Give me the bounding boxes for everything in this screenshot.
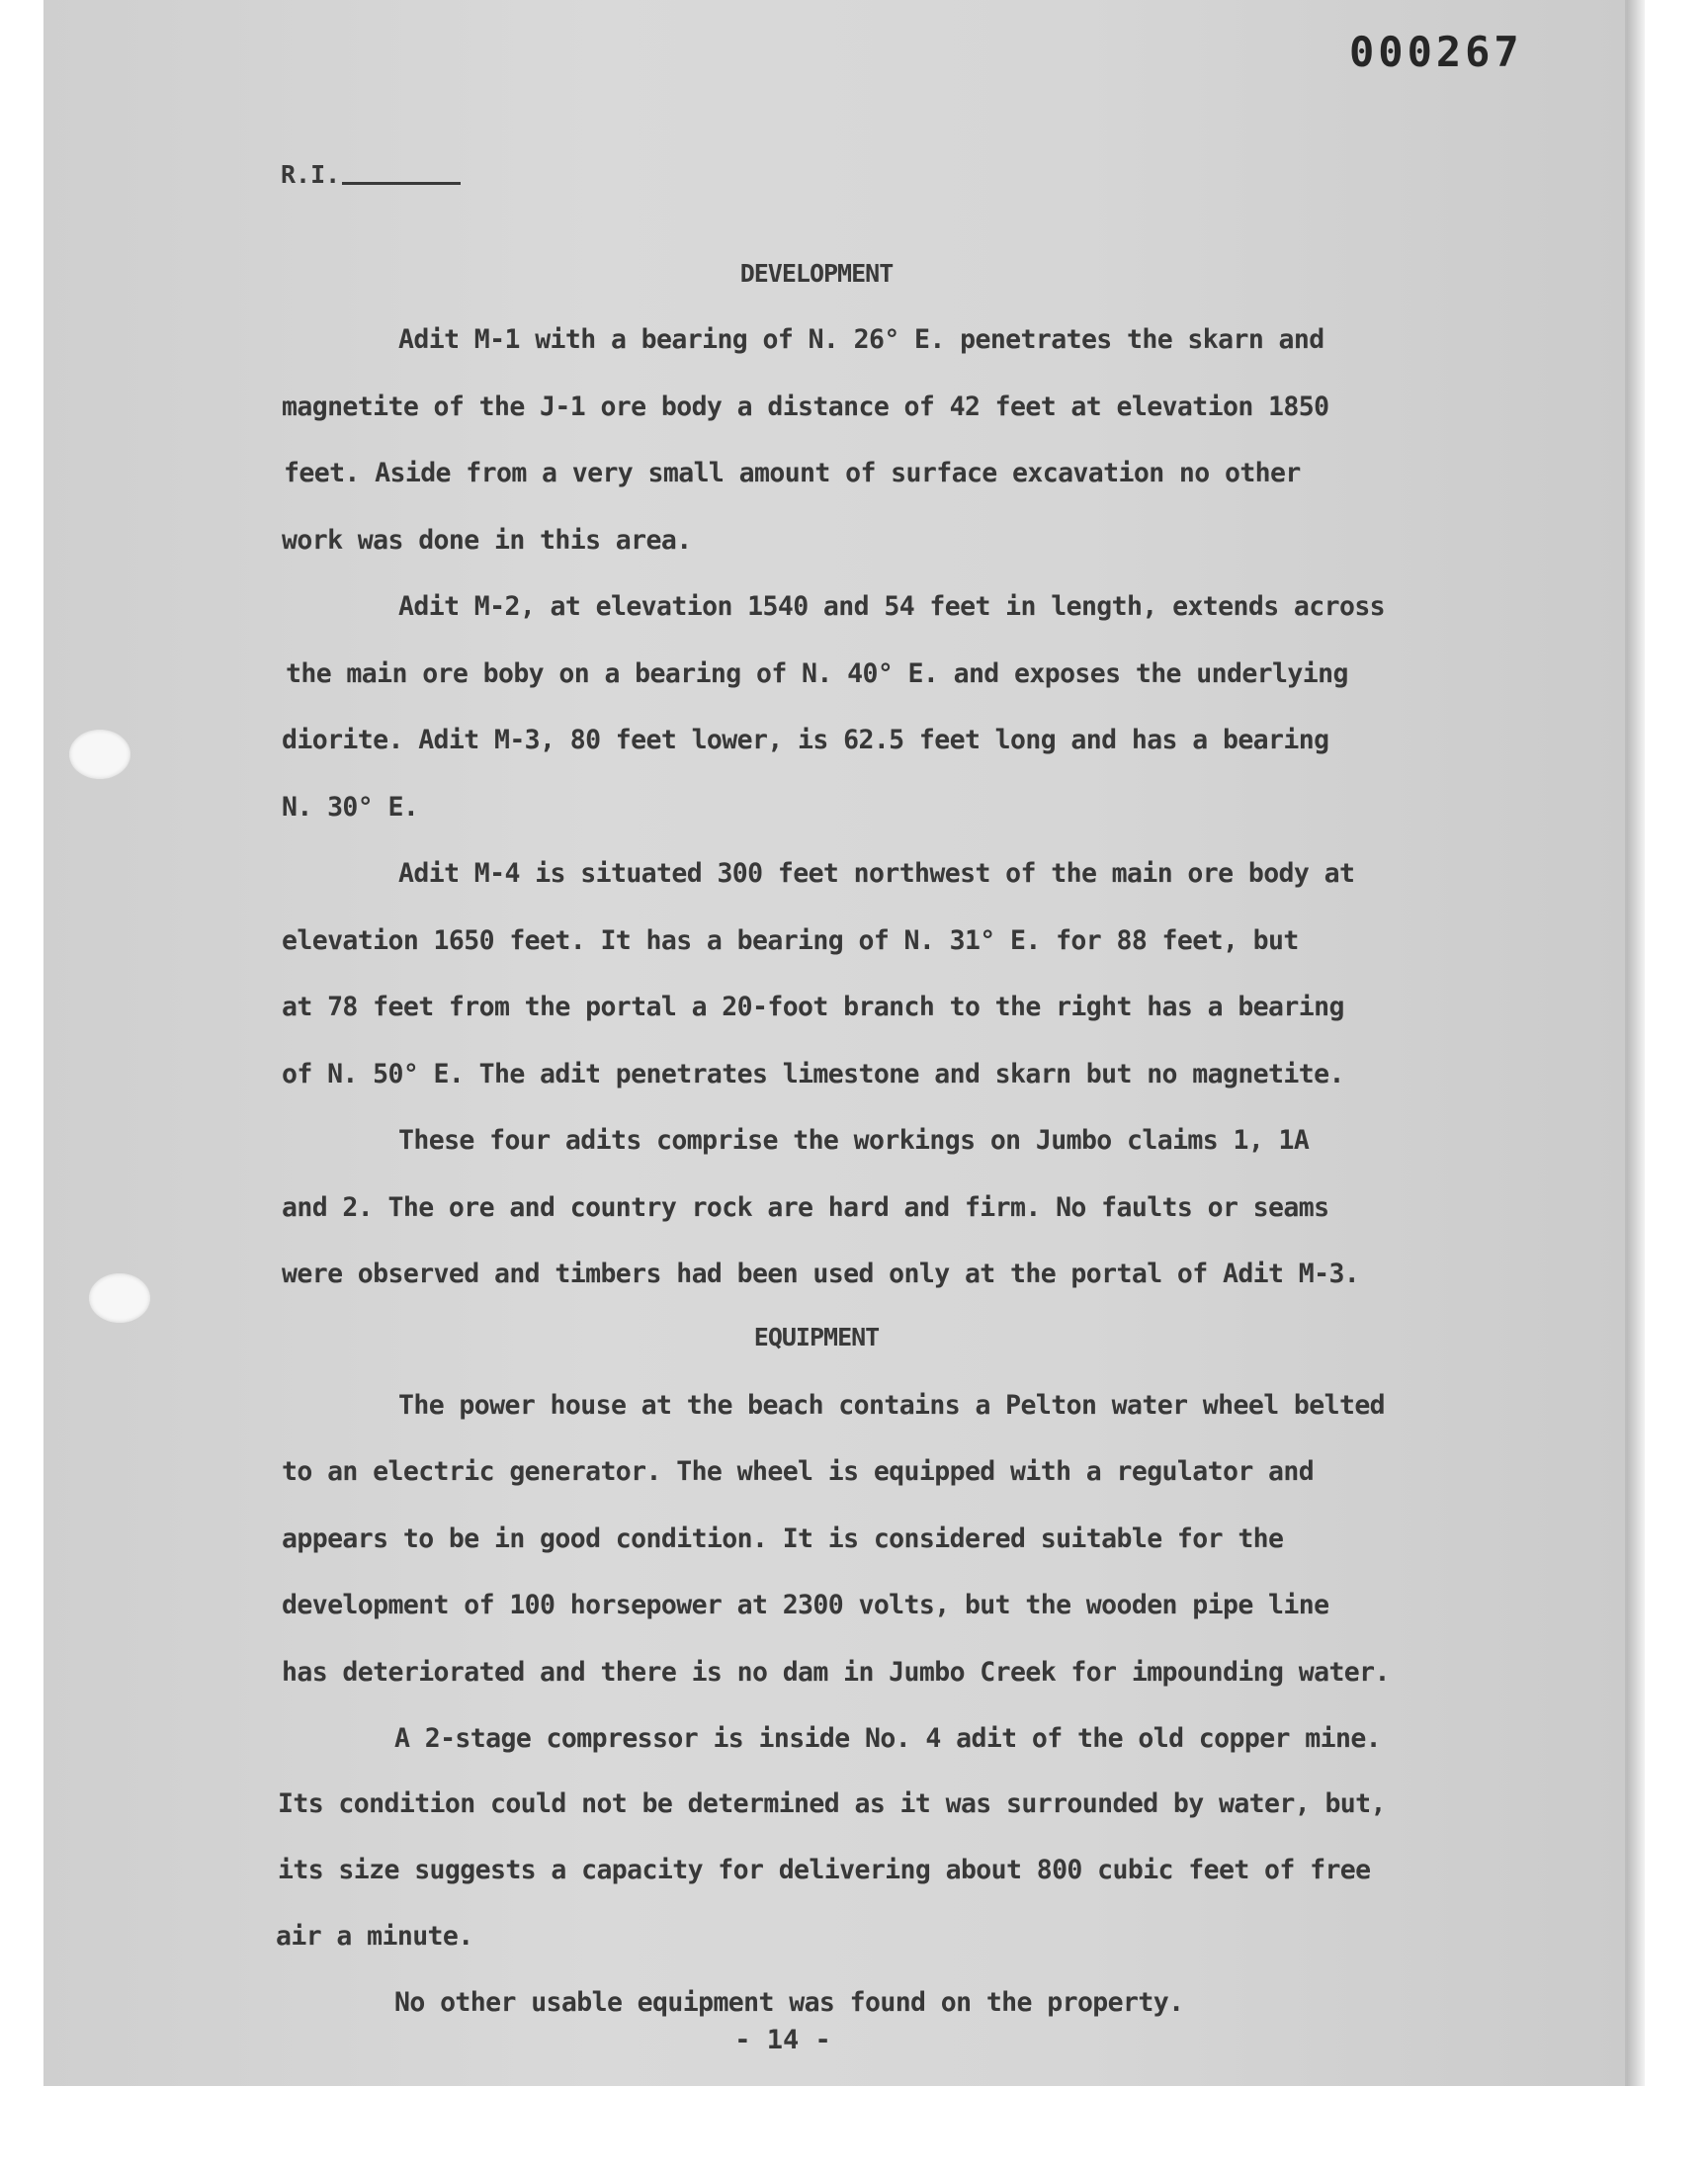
text-line: of N. 50° E. The adit penetrates limestone and skarn but no magnetite. xyxy=(282,1059,1344,1089)
text-line: air a minute. xyxy=(276,1921,473,1952)
text-line: at 78 feet from the portal a 20-foot branch to the right has a bearing xyxy=(282,992,1344,1022)
text-line: Adit M-1 with a bearing of N. 26° E. penetrates the skarn and xyxy=(398,324,1324,355)
text-line: Its condition could not be determined as it was surrounded by water, but, xyxy=(278,1788,1386,1819)
text-line: appears to be in good condition. It is considered suitable for the xyxy=(282,1523,1284,1554)
page-number: - 14 - xyxy=(734,2025,831,2055)
ri-blank-line xyxy=(342,182,461,185)
text-line: has deteriorated and there is no dam in Jumbo Creek for impounding water. xyxy=(282,1657,1390,1688)
text-line: Adit M-4 is situated 300 feet northwest of the main ore body at xyxy=(398,858,1355,889)
text-line: elevation 1650 feet. It has a bearing of N. 31° E. for 88 feet, but xyxy=(282,925,1299,956)
page-number-footer xyxy=(0,2025,1708,2055)
text-line: and 2. The ore and country rock are hard and firm. No faults or seams xyxy=(282,1192,1329,1223)
text-line: diorite. Adit M-3, 80 feet lower, is 62.5 feet long and has a bearing xyxy=(282,725,1329,755)
text-line: development of 100 horsepower at 2300 volts, but the wooden pipe line xyxy=(282,1590,1329,1620)
text-line: to an electric generator. The wheel is equipped with a regulator and xyxy=(282,1456,1315,1487)
development-heading: DEVELOPMENT xyxy=(739,259,894,288)
text-line: magnetite of the J-1 ore body a distance of 42 feet at elevation 1850 xyxy=(282,392,1329,422)
binder-hole xyxy=(89,1273,150,1323)
binder-hole xyxy=(69,730,130,779)
text-line: The power house at the beach contains a Pelton water wheel belted xyxy=(398,1390,1386,1421)
document-page xyxy=(43,0,1625,2086)
text-line: feet. Aside from a very small amount of surface excavation no other xyxy=(284,458,1301,488)
text-line: work was done in this area. xyxy=(282,525,692,556)
text-line: No other usable equipment was found on the property. xyxy=(394,1987,1184,2018)
document-stamp-number: 000267 xyxy=(1349,28,1523,76)
text-line: were observed and timbers had been used only at the portal of Adit M-3. xyxy=(282,1259,1360,1289)
text-line: the main ore boby on a bearing of N. 40° E. and exposes the underlying xyxy=(286,658,1348,689)
text-line: These four adits comprise the workings on Jumbo claims 1, 1A xyxy=(398,1125,1310,1156)
text-line: Adit M-2, at elevation 1540 and 54 feet in length, extends across xyxy=(398,591,1386,622)
equipment-heading: EQUIPMENT xyxy=(753,1323,880,1351)
ri-label: R.I. xyxy=(281,160,341,189)
text-line: N. 30° E. xyxy=(282,792,419,823)
ri-field xyxy=(281,160,461,189)
page-edge xyxy=(1627,0,1645,2086)
text-line: A 2-stage compressor is inside No. 4 adit of the old copper mine. xyxy=(394,1723,1382,1754)
text-line: its size suggests a capacity for delivering about 800 cubic feet of free xyxy=(278,1855,1371,1885)
